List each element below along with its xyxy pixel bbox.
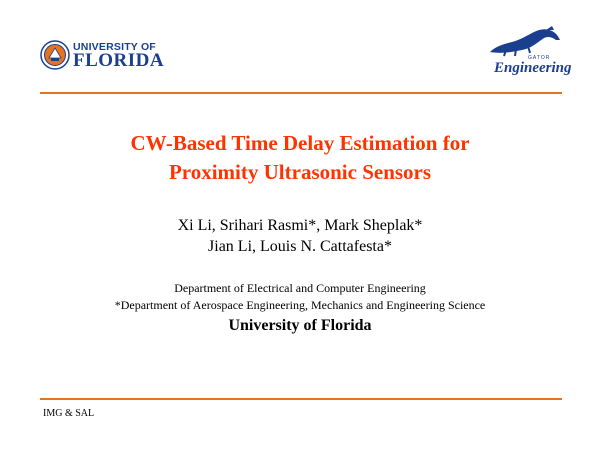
gator-text: GATOR — [528, 55, 551, 61]
affiliation-line-1: Department of Electrical and Computer Engineering — [174, 281, 426, 295]
affiliation-line-2: *Department of Aerospace Engineering, Mechanics and Engineering Science — [114, 298, 486, 312]
university-name: University of Florida — [228, 317, 372, 334]
university-of-florida-logo — [40, 40, 170, 70]
bottom-divider — [40, 398, 562, 400]
authors-line-2: Jian Li, Louis N. Cattafesta* — [208, 238, 392, 255]
gator-engineering-logo — [486, 26, 572, 82]
footer-label: IMG & SAL — [43, 408, 95, 419]
seal-icon — [40, 40, 70, 70]
logo-text-university-of: UNIVERSITY OF — [73, 41, 156, 53]
gator-icon — [486, 26, 564, 60]
engineering-logo-label: Engineering — [494, 60, 572, 76]
logo-text-florida: FLORIDA — [73, 50, 165, 71]
top-divider — [40, 92, 562, 94]
authors-line-1: Xi Li, Srihari Rasmi*, Mark Sheplak* — [177, 217, 423, 234]
slide-title-line-2: Proximity Ultrasonic Sensors — [168, 160, 432, 184]
slide-title-line-1: CW-Based Time Delay Estimation for — [130, 131, 470, 155]
